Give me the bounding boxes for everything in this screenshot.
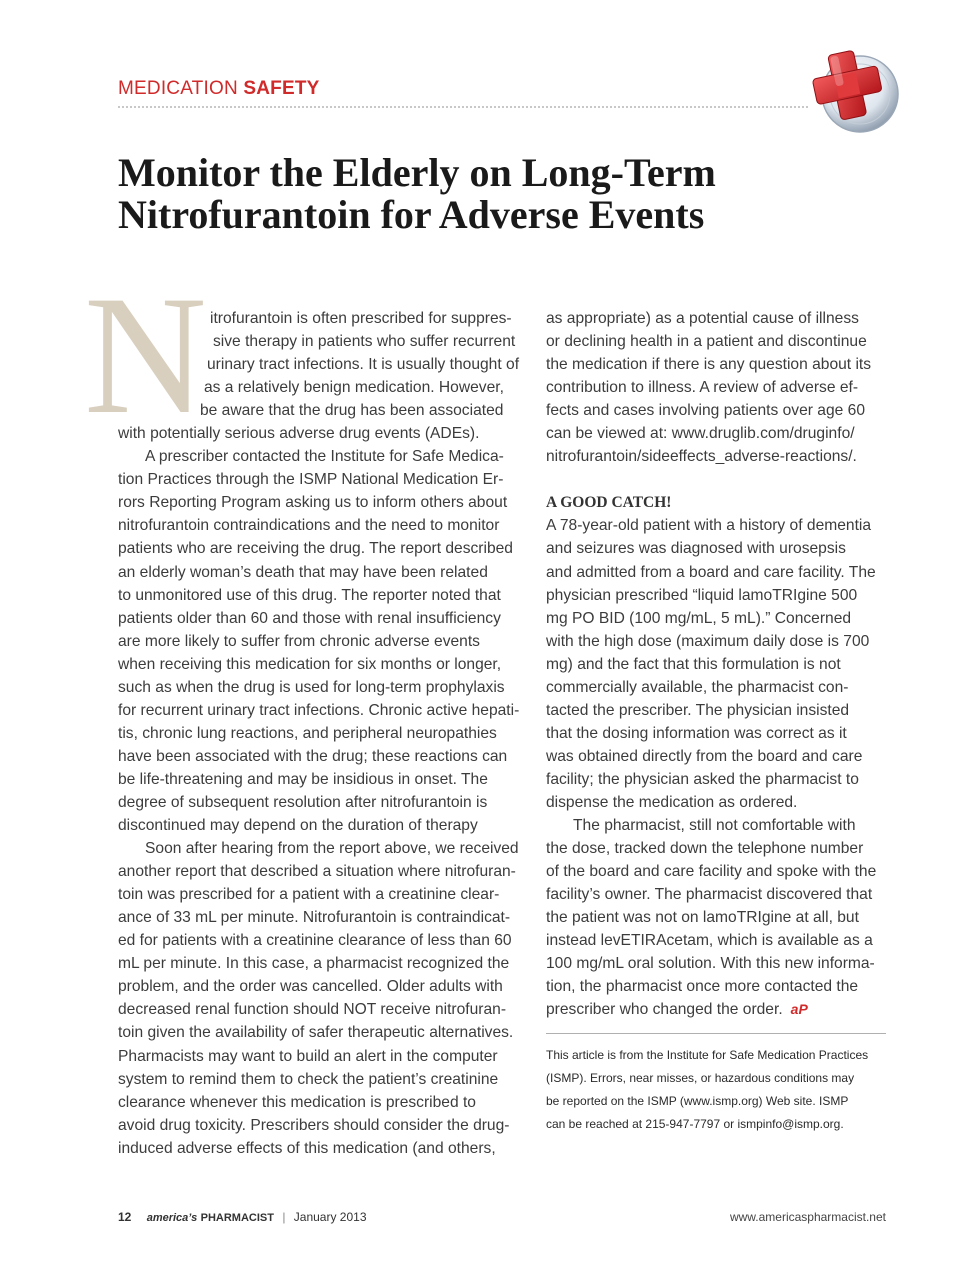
text-line: and admitted from a board and care facility. The	[546, 563, 876, 581]
text-line: rors Reporting Program asking us to inform others about	[118, 494, 508, 512]
text-line: contribution to illness. A review of adverse ef-	[546, 379, 859, 397]
text-line: discontinued may depend on the duration of therapy	[118, 817, 478, 835]
text-line: tacted the prescriber. The physician insisted	[546, 701, 850, 719]
left-column	[118, 307, 526, 1160]
text-line: induced adverse effects of this medication (and others,	[118, 1139, 496, 1157]
text-line: the dose, tracked down the telephone number	[546, 840, 864, 858]
text-line: degree of subsequent resolution after nitrofurantoin is	[118, 793, 488, 811]
subheading-good-catch: A GOOD CATCH!	[546, 494, 672, 512]
text-line: that the dosing information was correct as it	[546, 724, 847, 742]
text-line: tis, chronic lung reactions, and peripheral neuropathies	[118, 724, 497, 742]
text-line: be aware that the drug has been associated	[200, 402, 504, 420]
text-line: with the high dose (maximum daily dose is 700	[546, 632, 870, 650]
issue-date: January 2013	[293, 1210, 367, 1224]
text-line: dispense the medication as ordered.	[546, 793, 798, 811]
text-line: A 78-year-old patient with a history of dementia	[546, 517, 872, 535]
text-line: avoid drug toxicity. Prescribers should consider the drug-	[118, 1116, 510, 1134]
text-line: problem, and the order was cancelled. Older adults with	[118, 978, 503, 996]
end-mark-logo: aP	[790, 1001, 808, 1018]
text-line: decreased renal function should NOT receive nitrofuran-	[118, 1001, 507, 1019]
text-line: Pharmacists may want to build an alert in the computer	[118, 1047, 498, 1065]
text-line: ed for patients with a creatinine clearance of less than 60	[118, 932, 512, 950]
right-column	[546, 307, 886, 1021]
text-line: facility’s owner. The pharmacist discovered that	[546, 886, 873, 904]
text-line: such as when the drug is used for long-term prophylaxis	[118, 678, 505, 696]
text-line: patients older than 60 and those with renal insufficiency	[118, 609, 501, 627]
text-line: toin was prescribed for a patient with a creatinine clear-	[118, 886, 500, 904]
section-header	[118, 78, 320, 100]
text-line: was obtained directly from the board and care	[546, 747, 863, 765]
text-line: tion, the pharmacist once more contacted the	[546, 978, 859, 996]
text-line: 100 mg/mL oral solution. With this new informa-	[546, 955, 875, 973]
text-line-last	[546, 998, 886, 1021]
text-line: as a relatively benign medication. However,	[204, 379, 504, 397]
red-cross-icon	[790, 38, 906, 138]
section-label-safety: SAFETY	[243, 78, 320, 99]
text-line: facility; the physician asked the pharmacist to	[546, 770, 859, 788]
text-line: Soon after hearing from the report above, we received	[145, 840, 519, 858]
text-line: commercially available, the pharmacist con-	[546, 678, 849, 696]
title-line-2: Nitrofurantoin for Adverse Events	[118, 192, 705, 237]
text-line: to unmonitored use of this drug. The reporter noted that	[118, 586, 501, 604]
text-line: urinary tract infections. It is usually thought of	[207, 356, 520, 374]
text-line: itrofurantoin is often prescribed for suppres-	[210, 310, 512, 327]
text-line: sive therapy in patients who suffer recurrent	[213, 333, 516, 351]
text-line: as appropriate) as a potential cause of illness	[546, 310, 859, 327]
drop-cap: N	[84, 261, 207, 449]
text-line: patients who are receiving the drug. The report described	[118, 540, 513, 558]
text-line: for recurrent urinary tract infections. Chronic active hepati-	[118, 701, 520, 719]
text-line: instead levETIRAcetam, which is available as a	[546, 932, 873, 950]
note-line: This article is from the Institute for Safe Medication Practices	[546, 1048, 869, 1062]
text-line: the patient was not on lamoTRIgine at all, but	[546, 909, 859, 927]
text-line: fects and cases involving patients over age 60	[546, 402, 866, 420]
text-line: mL per minute. In this case, a pharmacist recognized the	[118, 955, 510, 973]
text-line: A prescriber contacted the Institute for Safe Medica-	[145, 448, 504, 466]
note-divider	[546, 1033, 886, 1034]
text-line: The pharmacist, still not comfortable with	[573, 817, 856, 835]
text-line: another report that described a situation where nitrofuran-	[118, 863, 516, 881]
text-line: ance of 33 mL per minute. Nitrofurantoin is contraindicat-	[118, 909, 511, 927]
note-line: be reported on the ISMP (www.ismp.org) Web site. ISMP	[546, 1094, 849, 1108]
blank-line	[546, 468, 886, 491]
text-line: tion Practices through the ISMP National Medication Er-	[118, 471, 504, 489]
text-line: be life-threatening and may be insidious in onset. The	[118, 770, 488, 788]
magazine-name-prefix: america’s	[146, 1212, 198, 1224]
text-line: mg PO BID (100 mg/mL, 5 mL).” Concerned	[546, 609, 852, 627]
text-line: nitrofurantoin contraindications and the need to monitor	[118, 517, 500, 535]
text-line: physician prescribed “liquid lamoTRIgine 500	[546, 586, 858, 604]
footer-website-link[interactable]: www.americaspharmacist.net	[729, 1210, 886, 1224]
text-line: clearance whenever this medication is prescribed to	[118, 1093, 476, 1111]
text-line: have been associated with the drug; these reactions can	[118, 747, 508, 765]
text-line: an elderly woman’s death that may have been related	[118, 563, 488, 581]
note-line: can be reached at 215-947-7797 or ismpinfo@ismp.org.	[546, 1117, 844, 1131]
page-number: 12	[118, 1210, 132, 1224]
section-label-medication: MEDICATION	[118, 78, 238, 99]
text-line: the medication if there is any question about its	[546, 356, 872, 374]
text-line: can be viewed at: www.druglib.com/druginfo/	[546, 425, 855, 443]
text-line: system to remind them to check the patient’s creatinine	[118, 1070, 499, 1088]
text-line: and seizures was diagnosed with urosepsis	[546, 540, 846, 558]
dotted-divider	[118, 106, 808, 108]
ismp-note	[546, 1044, 891, 1136]
text-line: with potentially serious adverse drug events (ADEs).	[118, 425, 480, 443]
text-line: or declining health in a patient and discontinue	[546, 333, 867, 351]
text-line: toin given the availability of safer therapeutic alternatives.	[118, 1024, 514, 1042]
text-line: mg) and the fact that this formulation is not	[546, 655, 841, 673]
text-line: of the board and care facility and spoke with the	[546, 863, 877, 881]
magazine-name: PHARMACIST	[200, 1212, 274, 1224]
text-line: when receiving this medication for six months or longer,	[118, 655, 502, 673]
footer-left	[118, 1210, 367, 1224]
text-line: nitrofurantoin/sideeffects_adverse-reactions/.	[546, 448, 857, 466]
note-line: (ISMP). Errors, near misses, or hazardous conditions may	[546, 1071, 855, 1085]
footer-separator: |	[282, 1210, 286, 1224]
title-line-1: Monitor the Elderly on Long-Term	[118, 150, 716, 195]
text-line: are more likely to suffer from chronic adverse events	[118, 632, 480, 650]
article-title	[118, 152, 878, 236]
text-line: prescriber who changed the order.	[546, 1001, 783, 1019]
